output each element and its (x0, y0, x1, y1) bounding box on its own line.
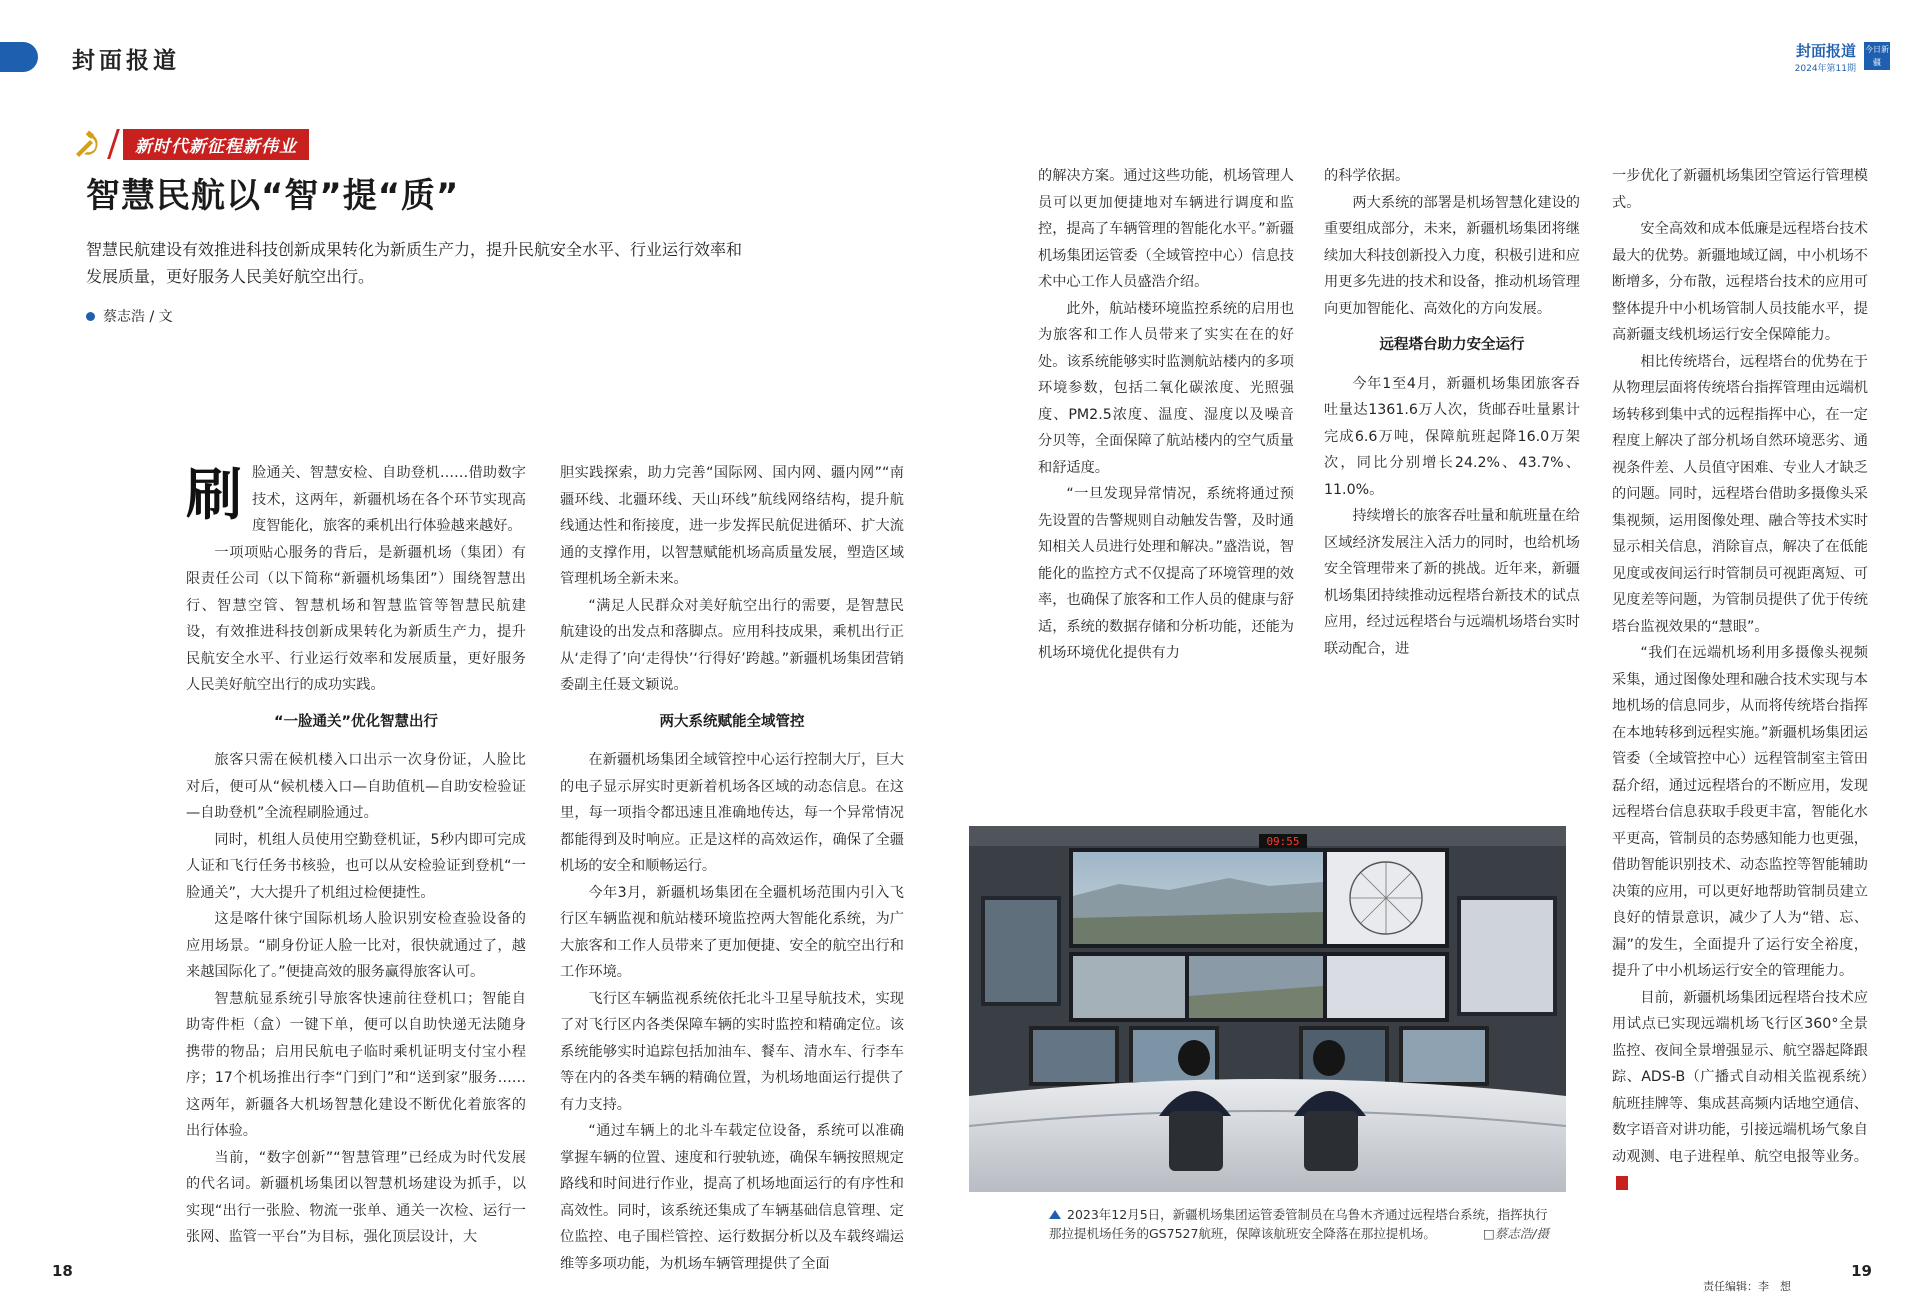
caption-triangle-icon (1049, 1210, 1061, 1219)
section-title-right: 封面报道 (1795, 42, 1856, 60)
article-lead: 智慧民航建设有效推进科技创新成果转化为新质生产力，提升民航安全水平、行业运行效率和发展质量，更好服务人民美好航空出行。 (86, 240, 743, 286)
text-column-5 (1612, 163, 1868, 1197)
paragraph: 智慧航显系统引导旅客快速前往登机口；智能自助寄件柜（盒）一键下单，便可以自助快递无法随身携带的物品；启用民航电子临时乘机证明支付宝小程序；17个机场推出行李“门到门”和“送到家”服务……这两年，新疆各大机场智慧化建设不断优化着旅客的出行体验。 (186, 990, 526, 1139)
subheading: 远程塔台助力安全运行 (1379, 337, 1525, 353)
page-number-left: 18 (52, 1262, 73, 1280)
paragraph: 当前，“数字创新”“智慧管理”已经成为时代发展的代名词。新疆机场集团以智慧机场建设为抓手，以实现“出行一张脸、物流一张单、通关一次检、运行一张网、监管一平台”为目标，强化顶层设计，大 (186, 1149, 526, 1245)
photo-illustration (969, 826, 1566, 1192)
photo-caption (1049, 1205, 1549, 1243)
paragraph: 的科学依据。 (1324, 168, 1410, 184)
paragraph: 一项项贴心服务的背后，是新疆机场（集团）有限责任公司（以下简称“新疆机场集团”）围绕智慧出行、智慧空管、智慧机场和智慧监管等智慧民航建设，有效推进科技创新成果转化为新质生产力，提升民航安全水平、行业运行效率和发展质量，更好服务人民美好航空出行的成功实践。 (186, 544, 526, 693)
paragraph: 两大系统的部署是机场智慧化建设的重要组成部分，未来，新疆机场集团将继续加大科技创新投入力度，积极引进和应用更多先进的技术和设备，推动机场管理向更加智能化、高效化的方向发展。 (1324, 194, 1580, 317)
magazine-badge: 今日新疆 (1864, 42, 1890, 70)
paragraph: 旅客只需在候机楼入口出示一次身份证，人脸比对后，便可从“候机楼入口—自助值机—自助安检验证—自助登机”全流程刷脸通过。 (186, 752, 526, 821)
section-title-left: 封面报道 (72, 47, 180, 74)
issue-label: 2024年第11期 (1794, 64, 1856, 74)
paragraph: 此外，航站楼环境监控系统的启用也为旅客和工作人员带来了实实在在的好处。该系统能够实时监测航站楼内的多项环境参数，包括二氧化碳浓度、光照强度、PM2.5浓度、温度、湿度以及噪音分贝等，全面保障了航站楼内的空气质量和舒适度。 (1038, 300, 1294, 476)
end-mark-icon: J (1616, 1176, 1628, 1190)
article-title: 智慧民航以“智”提“质” (86, 176, 460, 216)
paragraph: “满足人民群众对美好航空出行的需要，是智慧民航建设的出发点和落脚点。应用科技成果，乘机出行正从‘走得了’向‘走得快’‘行得好’跨越。”新疆机场集团营销委副主任聂文颖说。 (560, 597, 904, 693)
party-emblem-icon (70, 128, 102, 160)
paragraph: “我们在远端机场利用多摄像头视频采集，通过图像处理和融合技术实现与本地机场的信息同步，从而将传统塔台指挥在本地转移到远程实施。”新疆机场集团运管委（全域管控中心）远程管制室主管田磊介绍，通过远程塔台的不断应用，发现远程塔台信息获取手段更丰富，智能化水平更高，管制员的态势感知能力也更强，借助智能识别技术、动态监控等智能辅助决策的应用，可以更好地帮助管制员建立良好的情景意识，减少了人为“错、忘、漏”的发生，全面提升了运行安全裕度，提升了中小机场运行安全的管理能力。 (1612, 645, 1868, 979)
drop-cap: 刷 (186, 462, 242, 528)
column-banner (70, 128, 309, 160)
paragraph: 目前，新疆机场集团远程塔台技术应用试点已实现远端机场飞行区360°全景监控、夜间全景增强显示、航空器起降跟踪、ADS-B（广播式自动相关监视系统）航班挂牌等、集成甚高频内话地空通信、数字语音对讲功能，引接远端机场气象自动观测、电子进程单、航空电报等业务。J (1612, 989, 1868, 1188)
paragraph: 飞行区车辆监视系统依托北斗卫星导航技术，实现了对飞行区内各类保障车辆的实时监控和精确定位。该系统能够实时追踪包括加油车、餐车、清水车、行李车等在内的各类车辆的精确位置，为机场地面运行提供了有力支持。 (560, 990, 904, 1113)
paragraph: 刷脸通关、智慧安检、自助登机……借助数字技术，这两年，新疆机场在各个环节实现高度智能化，旅客的乘机出行体验越来越好。 (186, 462, 526, 534)
article-author (86, 306, 173, 326)
author-dot-icon (86, 312, 95, 321)
banner-text: 新时代新征程新伟业 (123, 129, 309, 160)
paragraph: 这是喀什徕宁国际机场人脸识别安检查验设备的应用场景。“刷身份证人脸一比对，很快就通过了，越来越国际化了。”便捷高效的服务赢得旅客认可。 (186, 911, 526, 980)
paragraph: 相比传统塔台，远程塔台的优势在于从物理层面将传统塔台指挥管理由远端机场转移到集中式的远程指挥中心，在一定程度上解决了部分机场自然环境恶劣、通视条件差、人员值守困难、专业人才缺乏的问题。同时，远程塔台借助多摄像头采集视频，运用图像处理、融合等技术实时显示相关信息，消除盲点，解决了在低能见度或夜间运行时管制员可视距离短、可见度差等问题，为管制员提供了优于传统塔台监视效果的“慧眼”。 (1612, 353, 1868, 635)
text-column-3 (1038, 163, 1294, 667)
paragraph: 一步优化了新疆机场集团空管运行管理模式。 (1612, 168, 1868, 211)
subheading: 两大系统赋能全域管控 (659, 713, 805, 730)
paragraph: 的解决方案。通过这些功能，机场管理人员可以更加便捷地对车辆进行调度和监控，提高了车辆管理的智能化水平。”新疆机场集团运管委（全域管控中心）信息技术中心工作人员盛浩介绍。 (1038, 168, 1294, 290)
paragraph: “一旦发现异常情况，系统将通过预先设置的告警规则自动触发告警，及时通知相关人员进行处理和解决。”盛浩说，智能化的监控方式不仅提高了环境管理的效率，也确保了旅客和工作人员的健康与舒适，系统的数据存储和分析功能，还能为机场环境优化提供有力 (1038, 486, 1294, 661)
photo-credit: □蔡志浩/摄 (1482, 1226, 1549, 1241)
paragraph: 安全高效和成本低廉是远程塔台技术最大的优势。新疆地域辽阔，中小机场不断增多，分布散，远程塔台技术的应用可整体提升中小机场管制人员技能水平，提高新疆支线机场运行安全保障能力。 (1612, 221, 1868, 343)
paragraph: 在新疆机场集团全域管控中心运行控制大厅，巨大的电子显示屏实时更新着机场各区域的动态信息。在这里，每一项指令都迅速且准确地传达，每一个异常情况都能得到及时响应。正是这样的高效运作，确保了全疆机场的安全和顺畅运行。 (560, 752, 904, 874)
header-pill (0, 42, 38, 72)
caption-text: 2023年12月5日，新疆机场集团运管委管制员在乌鲁木齐通过远程塔台系统，指挥执行那拉提机场任务的GS7527航班，保障该航班安全降落在那拉提机场。 (1049, 1207, 1548, 1241)
page-number-right: 19 (1851, 1262, 1872, 1280)
paragraph: 胆实践探索，助力完善“国际网、国内网、疆内网”“南疆环线、北疆环线、天山环线”航线网络结构，提升航线通达性和衔接度，进一步发挥民航促进循环、扩大流通的支撑作用，以智慧赋能机场高质量发展，塑造区域管理机场全新未来。 (560, 465, 904, 587)
subheading: “一脸通关”优化智慧出行 (273, 713, 439, 730)
text-column-4 (1324, 163, 1580, 662)
editor-credit: 责任编辑：李 想 (1703, 1280, 1791, 1293)
author-name: 蔡志浩 / 文 (103, 309, 173, 325)
text-column-2 (560, 460, 904, 1277)
paragraph: 今年3月，新疆机场集团在全疆机场范围内引入飞行区车辆监视和航站楼环境监控两大智能化系统，为广大旅客和工作人员带来了更加便捷、安全的航空出行和工作环境。 (560, 884, 904, 980)
paragraph: “通过车辆上的北斗车载定位设备，系统可以准确掌握车辆的位置、速度和行驶轨迹，确保车辆按照规定路线和时间进行作业，提高了机场地面运行的有序性和高效性。同时，该系统还集成了车辆基础信息管理、定位监控、电子围栏管控、运行数据分析以及车载终端运维等多项功能，为机场车辆管理提供了全面 (560, 1123, 904, 1272)
wall-clock-text: 09:55 (1266, 835, 1300, 848)
paragraph: 今年1至4月，新疆机场集团旅客吞吐量达1361.6万人次，货邮吞吐量累计完成6.6万吨，保障航班起降16.0万架次，同比分别增长24.2%、43.7%、11.0%。 (1324, 375, 1580, 498)
text-column-1 (186, 460, 526, 1251)
paragraph: 持续增长的旅客吞吐量和航班量在给区域经济发展注入活力的同时，也给机场安全管理带来了新的挑战。近年来，新疆机场集团持续推动远程塔台新技术的试点应用，经过远程塔台与远端机场塔台实时联动配合，进 (1324, 508, 1580, 657)
banner-slash (107, 129, 120, 159)
paragraph: 同时，机组人员使用空勤登机证，5秒内即可完成人证和飞行任务书核验，也可以从安检验证到登机“一脸通关”，大大提升了机组过检便捷性。 (186, 831, 526, 901)
control-room-photo (969, 826, 1566, 1192)
